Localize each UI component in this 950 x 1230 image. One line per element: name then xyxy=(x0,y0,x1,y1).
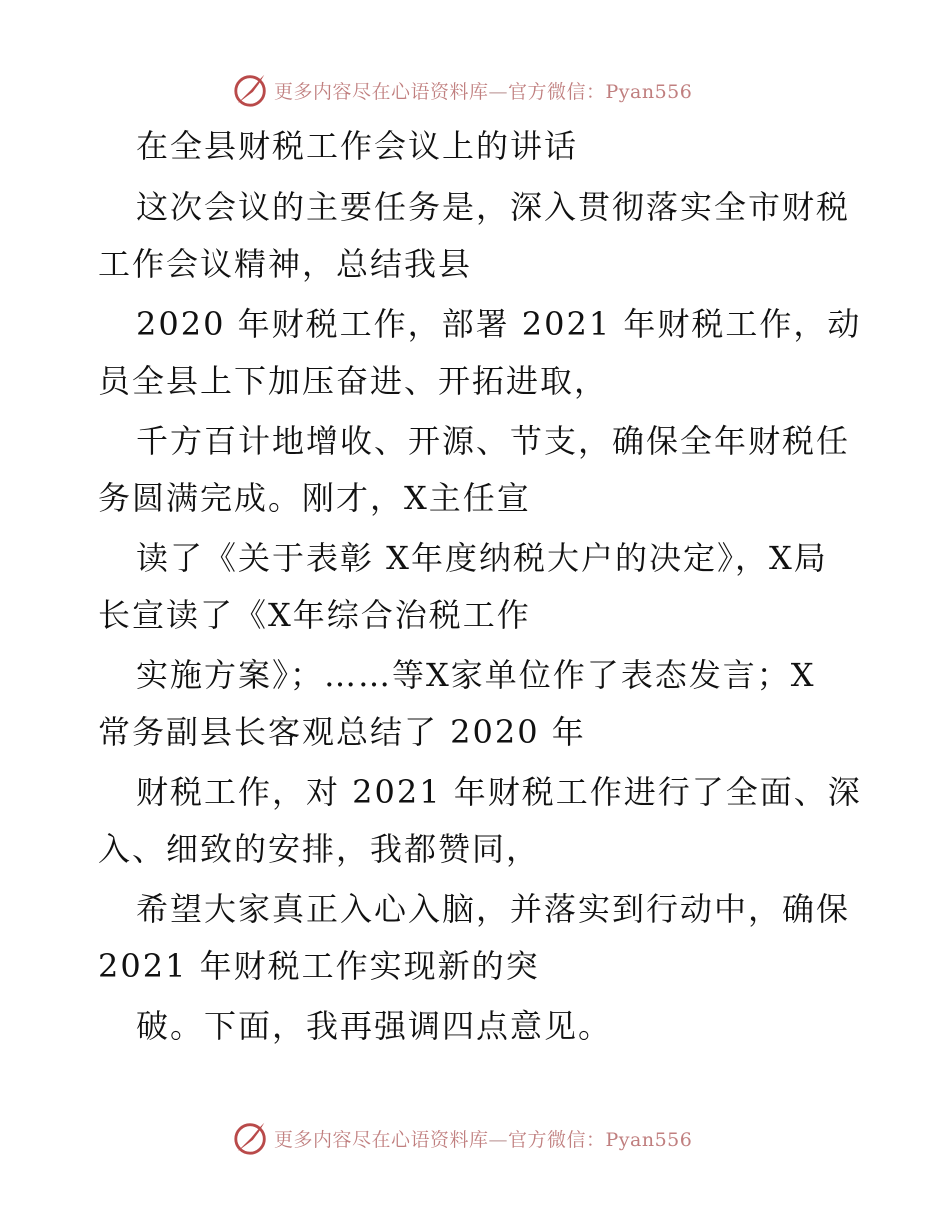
paragraph-line: 长宣读了《X年综合治税工作 xyxy=(98,596,531,634)
paragraph-line: 希望大家真正入心入脑，并落实到行动中，确保 xyxy=(136,890,851,928)
paragraph-line: 务圆满完成。刚才，X主任宣 xyxy=(98,479,531,517)
paragraph-line: 常务副县长客观总结了 2020 年 xyxy=(98,713,586,751)
paragraph-line: 财税工作，对 2021 年财税工作进行了全面、深 xyxy=(136,773,862,811)
banner-text: 更多内容尽在心语资料库 xyxy=(274,80,489,103)
document-title: 在全县财税工作会议上的讲话 xyxy=(136,127,579,165)
quill-logo-icon xyxy=(232,71,270,109)
paragraph-line: 2021 年财税工作实现新的突 xyxy=(98,947,540,985)
banner-contact: 官方微信：Pyan556 xyxy=(508,80,693,103)
paragraph-line: 这次会议的主要任务是，深入贯彻落实全市财税 xyxy=(136,188,851,226)
paragraph-line: 读了《关于表彰 X年度纳税大户的决定》，X局 xyxy=(136,539,828,577)
paragraph-line: 破。下面，我再强调四点意见。 xyxy=(136,1007,613,1045)
banner-text: 更多内容尽在心语资料库 xyxy=(274,1128,489,1151)
banner-contact: 官方微信：Pyan556 xyxy=(508,1128,693,1151)
quill-logo-icon xyxy=(232,1119,270,1157)
paragraph-line: 千方百计地增收、开源、节支，确保全年财税任 xyxy=(136,422,851,460)
header-banner xyxy=(232,70,752,110)
paragraph-line: 实施方案》；……等X家单位作了表态发言；X xyxy=(136,656,816,694)
paragraph-line: 2020 年财税工作，部署 2021 年财税工作，动 xyxy=(136,305,862,343)
paragraph-line: 工作会议精神，总结我县 xyxy=(98,245,473,283)
footer-banner xyxy=(232,1118,752,1158)
paragraph-line: 员全县上下加压奋进、开拓进取， xyxy=(98,362,609,400)
paragraph-line: 入、细致的安排，我都赞同， xyxy=(98,830,541,868)
banner-dash: — xyxy=(488,80,509,103)
banner-dash: — xyxy=(488,1128,509,1151)
